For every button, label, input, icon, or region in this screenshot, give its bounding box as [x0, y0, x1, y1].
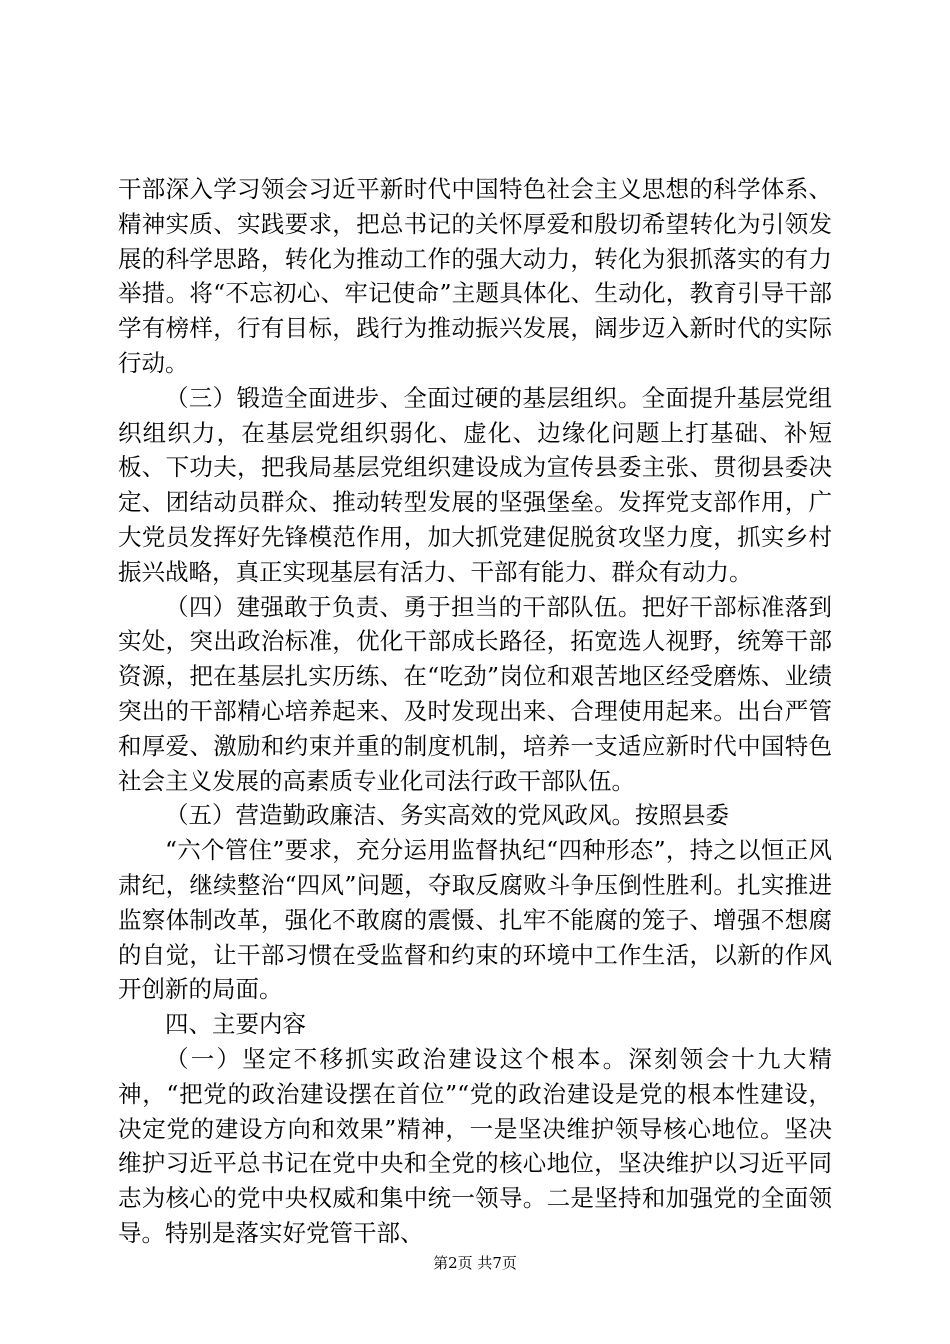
document-body — [118, 172, 832, 1251]
paragraph-4: （五）营造勤政廉洁、务实高效的党风政风。按照县委 — [165, 801, 729, 830]
paragraph-1: 干部深入学习领会习近平新时代中国特色社会主义思想的科学体系、精神实质、实践要求，把总书记的关怀厚爱和殷切希望转化为引领发展的科学思路，转化为推动工作的强大动力，转化为狠抓落实的有力举措。将“不忘初心、牢记使命”主题具体化、生动化，教育引导干部学有榜样，行有目标，践行为推动振兴发展，阔步迈入新时代的实际行动。 — [118, 175, 832, 377]
paragraph-3: （四）建强敢于负责、勇于担当的干部队伍。把好干部标准落到实处，突出政治标准，优化干部成长路径，拓宽选人视野，统筹干部资源，把在基层扎实历练、在“吃劲”岗位和艰苦地区经受磨炼、业绩突出的干部精心培养起来、及时发现出来、合理使用起来。出台严管和厚爱、激励和约束并重的制度机制，培养一支适应新时代中国特色社会主义发展的高素质专业化司法行政干部队伍。 — [118, 592, 832, 795]
paragraph-5: “六个管住”要求，充分运用监督执纪“四种形态”，持之以恒正风肃纪，继续整治“四风”问题，夺取反腐败斗争压倒性胜利。扎实推进监察体制改革，强化不敢腐的震慑、扎牢不能腐的笼子、增强不想腐的自觉，让干部习惯在受监督和约束的环境中工作生活，以新的作风开创新的局面。 — [118, 836, 832, 1004]
paragraph-2: （三）锻造全面进步、全面过硬的基层组织。全面提升基层党组织组织力，在基层党组织弱化、虚化、边缘化问题上打基础、补短板、下功夫，把我局基层党组织建设成为宣传县委主张、贯彻县委决定、团结动员群众、推动转型发展的坚强堡垒。发挥党支部作用，广大党员发挥好先锋模范作用，加大抓党建促脱贫攻坚力度，抓实乡村振兴战略，真正实现基层有活力、干部有能力、群众有动力。 — [118, 383, 832, 586]
page-footer: 第2页 共7页 — [433, 1254, 517, 1272]
paragraph-7: （一）坚定不移抓实政治建设这个根本。深刻领会十九大精神，“把党的政治建设摆在首位”“党的政治建设是党的根本性建设，决定党的建设方向和效果”精神，一是坚决维护领导核心地位。坚决维护习近平总书记在党中央和全党的核心地位，坚决维护以习近平同志为核心的党中央权威和集中统一领导。二是坚持和加强党的全面领导。特别是落实好党管干部、 — [118, 1044, 832, 1247]
section-heading: 四、主要内容 — [165, 1010, 306, 1039]
